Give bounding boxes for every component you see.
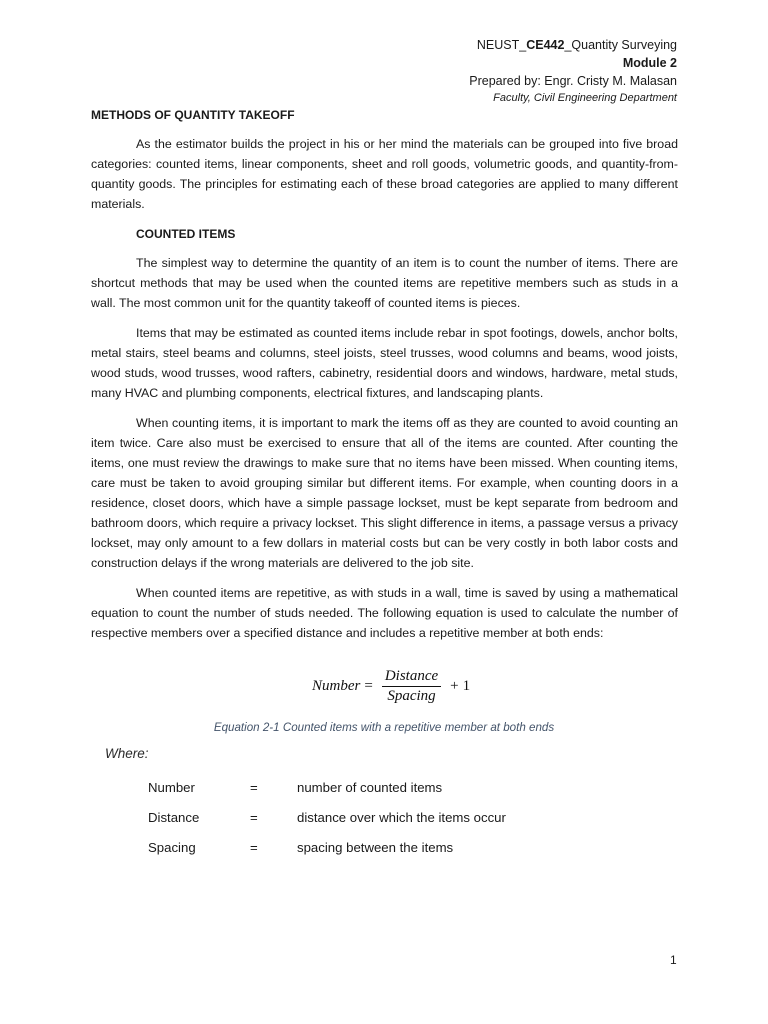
equation-denominator: Spacing <box>387 688 436 704</box>
definition-equals: = <box>250 809 258 825</box>
equation-fraction <box>382 668 441 705</box>
definition-row <box>148 802 506 832</box>
prepared-by: Prepared by: Engr. Cristy M. Malasan <box>469 74 677 88</box>
definition-description: number of counted items <box>297 779 443 795</box>
body-paragraph: When counting items, it is important to mark the items off as they are counted to avoid counting an item twice. Care also must be exercised to ensure that all of the items are counted. After counting the items, one must review the drawings to make sure that no items have been missed. When counting items, care must be taken to avoid grouping similar but different items. For example, when counting doors in a residence, closet doors, which have a simple passage lockset, must be kept separate from bedroom and bathroom doors, which require a privacy lockset. This slight difference in items, a passage versus a privacy lockset, may only amount to a few dollars in material costs but can be very costly in both labor costs and construction delays if the wrong materials are delivered to the job site. <box>91 416 678 570</box>
body-paragraph: Items that may be estimated as counted items include rebar in spot footings, dowels, anchor bolts, metal stairs, steel beams and columns, steel joists, steel trusses, wood columns and beams, wood joists, wood studs, wood trusses, wood rafters, cabinetry, residential doors and windows, hardware, metal studs, many HVAC and plumbing components, electrical fixtures, and landscaping plants. <box>91 326 678 400</box>
section-title: METHODS OF QUANTITY TAKEOFF <box>91 108 295 122</box>
body-paragraph: The simplest way to determine the quantity of an item is to count the number of items. There are shortcut methods that may be used when the counted items are repetitive members such as studs in a wall. The most common unit for the quantity takeoff of counted items is pieces. <box>91 256 678 310</box>
page-number: 1 <box>670 953 677 967</box>
equation-caption: Equation 2-1 Counted items with a repetitive member at both ends <box>213 721 555 734</box>
where-label: Where: <box>105 746 149 761</box>
document-header <box>469 36 677 107</box>
course-title <box>469 36 677 54</box>
equation-numerator: Distance <box>382 668 441 687</box>
equation-constant: 1 <box>462 678 471 694</box>
equation <box>312 668 470 705</box>
equation-lhs: Number <box>312 678 361 694</box>
definition-description: spacing between the items <box>297 839 454 855</box>
definition-equals: = <box>250 839 258 855</box>
definition-equals: = <box>250 779 258 795</box>
course-prefix: NEUST_ <box>476 38 527 52</box>
definition-term: Spacing <box>148 839 196 855</box>
module-label: Module 2 <box>622 56 677 70</box>
definition-term: Number <box>148 779 195 795</box>
intro-paragraph: As the estimator builds the project in his or her mind the materials can be grouped into five broad categories: counted items, linear components, sheet and roll goods, volumetric goods, and quantity-from-quantity goods. The principles for estimating each of these broad categories are applied to many different materials. <box>91 137 678 211</box>
body-paragraph: When counted items are repetitive, as with studs in a wall, time is saved by using a mathematical equation to count the number of studs needed. The following equation is used to calculate the number of respective members over a specified distance and includes a repetitive member at both ends: <box>91 586 678 640</box>
definition-row <box>148 832 506 862</box>
definitions-list <box>148 772 506 862</box>
definition-term: Distance <box>148 809 200 825</box>
course-code: CE442 <box>526 38 565 52</box>
definition-row <box>148 772 506 802</box>
equation-equals: = <box>364 678 373 694</box>
definition-description: distance over which the items occur <box>297 809 506 825</box>
course-suffix: _Quantity Surveying <box>564 38 677 52</box>
equation-plus: + <box>450 678 459 694</box>
subsection-heading: COUNTED ITEMS <box>136 227 236 241</box>
department-label: Faculty, Civil Engineering Department <box>493 92 677 104</box>
document-body <box>91 105 678 653</box>
